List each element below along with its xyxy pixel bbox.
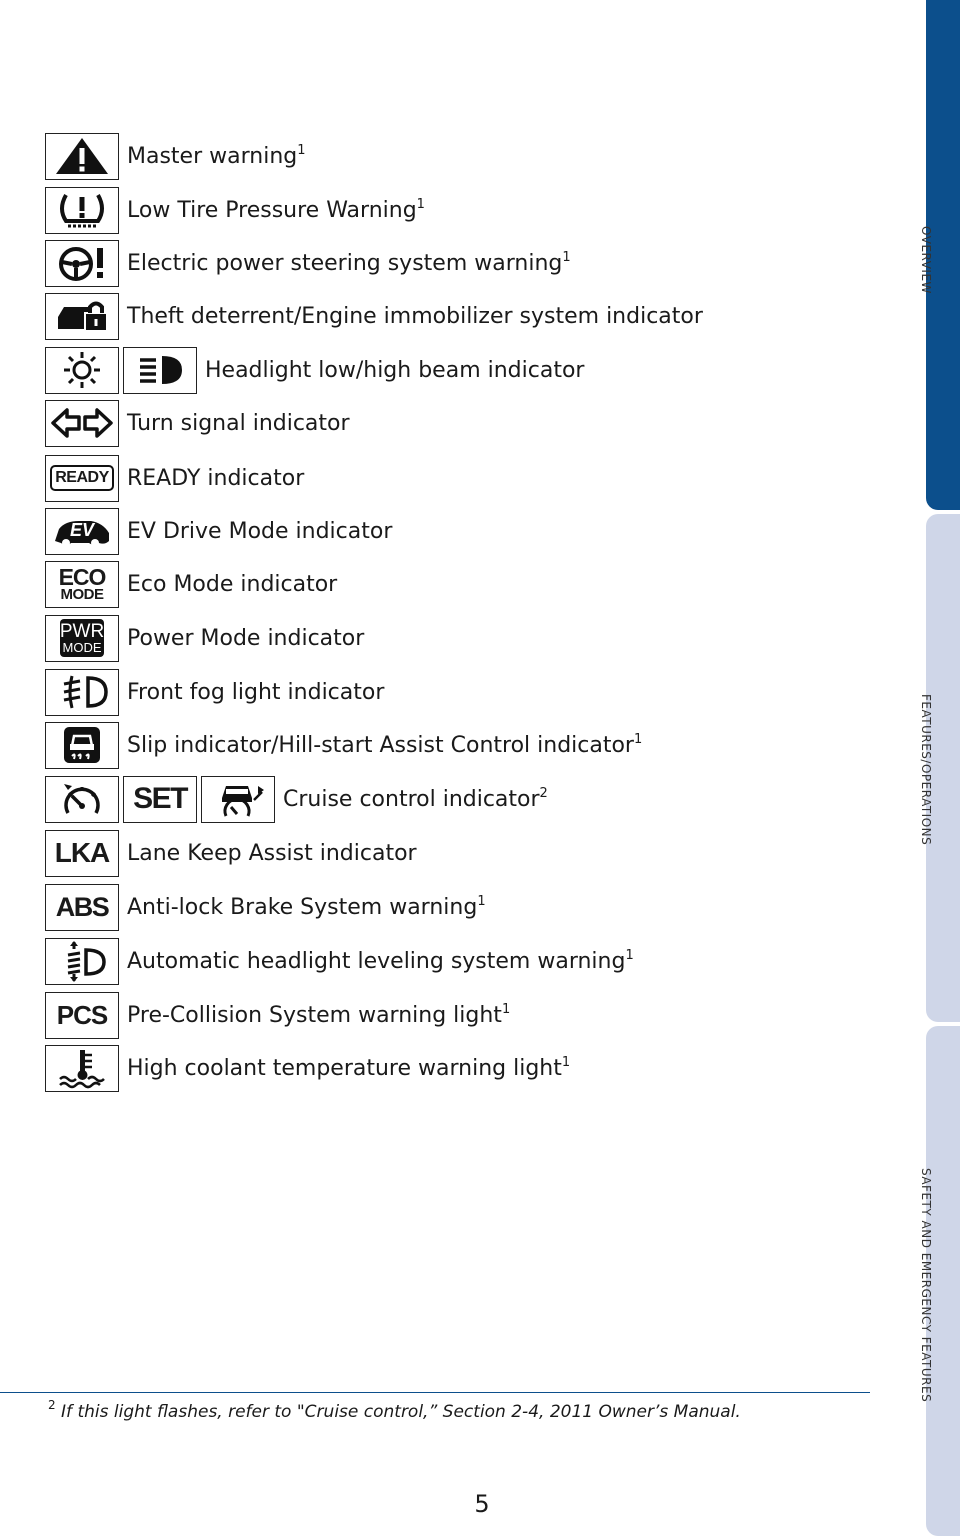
turn-signal-arrows-icon [45, 400, 119, 447]
indicator-row [45, 829, 417, 877]
footnote: $^2$ If this light flashes, refer to "Cruise control,” Section 2-4, 2011 Owner’s Manual. [48, 1398, 741, 1422]
eco-mode-icon: ECO MODE [45, 561, 119, 608]
indicator-label: Master warning$^1$ [127, 143, 306, 169]
indicator-row [45, 721, 642, 769]
indicator-label: Anti-lock Brake System warning$^1$ [127, 894, 486, 920]
side-label-features: FEATURES/OPERATIONS [919, 694, 933, 846]
indicator-label: Headlight low/high beam indicator [205, 358, 585, 383]
ev-car-icon: EV [45, 508, 119, 555]
headlight-leveling-icon [45, 938, 119, 985]
indicator-row [45, 775, 548, 823]
power-mode-icon: PWR MODE [45, 615, 119, 662]
slip-car-icon [45, 722, 119, 769]
speedometer-icon [45, 776, 119, 823]
indicator-label: Power Mode indicator [127, 626, 365, 651]
indicator-row [45, 991, 510, 1039]
master-warning-triangle-icon [45, 133, 119, 180]
high-beam-icon [123, 347, 197, 394]
car-speedometer-icon [201, 776, 275, 823]
indicator-label: Eco Mode indicator [127, 572, 338, 597]
front-fog-light-icon [45, 669, 119, 716]
indicator-row [45, 132, 306, 180]
pcs-icon: PCS [45, 992, 119, 1039]
indicator-row [45, 1044, 570, 1092]
indicator-row [45, 883, 486, 931]
indicator-label: EV Drive Mode indicator [127, 519, 393, 544]
indicator-row [45, 668, 384, 716]
indicator-label: Automatic headlight leveling system warning$^1$ [127, 948, 634, 974]
indicator-label: Cruise control indicator$^2$ [283, 786, 548, 812]
page-number: 5 [474, 1490, 490, 1518]
indicator-row [45, 239, 571, 287]
indicator-label: READY indicator [127, 466, 305, 491]
indicator-row [45, 346, 584, 394]
abs-icon: ABS [45, 884, 119, 931]
indicator-label: Lane Keep Assist indicator [127, 841, 417, 866]
tire-pressure-icon [45, 187, 119, 234]
set-icon: SET [123, 776, 197, 823]
indicator-row [45, 186, 425, 234]
indicator-row [45, 614, 364, 662]
steering-wheel-warning-icon [45, 240, 119, 287]
indicator-row [45, 560, 337, 608]
headlight-low-beam-icon [45, 347, 119, 394]
indicator-label: Pre-Collision System warning light$^1$ [127, 1002, 511, 1028]
indicator-row [45, 454, 304, 502]
indicator-label: Turn signal indicator [127, 411, 350, 436]
side-label-overview: OVERVIEW [919, 226, 933, 294]
car-lock-icon [45, 293, 119, 340]
indicator-row [45, 399, 350, 447]
lka-icon: LKA [45, 830, 119, 877]
indicator-row [45, 292, 703, 340]
coolant-temperature-icon [45, 1045, 119, 1092]
indicator-label: Theft deterrent/Engine immobilizer system indicator [127, 304, 703, 329]
indicator-label: Electric power steering system warning$^1$ [127, 250, 571, 276]
side-label-safety: SAFETY AND EMERGENCY FEATURES [919, 1167, 933, 1403]
footnote-divider [0, 1392, 870, 1393]
indicator-label: High coolant temperature warning light$^1$ [127, 1055, 571, 1081]
indicator-label: Low Tire Pressure Warning$^1$ [127, 197, 425, 223]
indicator-row [45, 937, 634, 985]
indicator-label: Slip indicator/Hill-start Assist Control indicator$^1$ [127, 732, 643, 758]
indicator-label: Front fog light indicator [127, 680, 385, 705]
ready-icon: READY [45, 455, 119, 502]
indicator-row [45, 507, 392, 555]
